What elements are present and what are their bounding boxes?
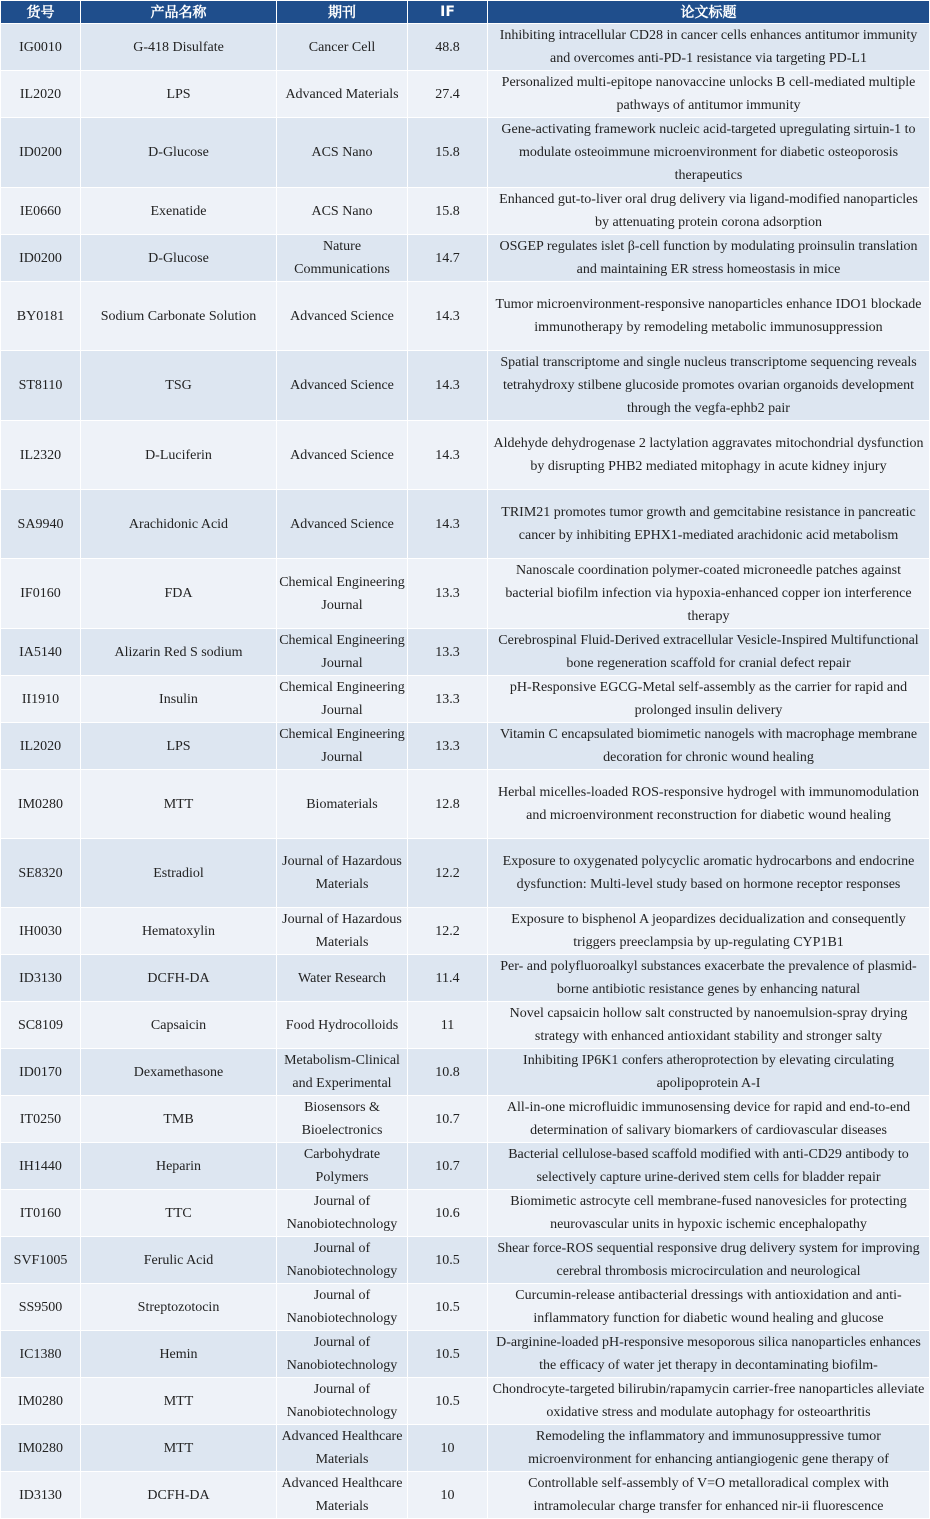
cell-product: Insulin	[81, 676, 277, 723]
cell-product: D-Glucose	[81, 118, 277, 188]
cell-title: Spatial transcriptome and single nucleus transcriptome sequencing reveals tetrahydroxy stilbene glucoside promotes ovarian organoids development through the vegfa-ephb2 pair	[488, 351, 930, 421]
cell-product: LPS	[81, 723, 277, 770]
cell-title: Novel capsaicin hollow salt constructed by nanoemulsion-spray drying strategy with enhanced antioxidant stability and stronger salty	[488, 1002, 930, 1049]
cell-title: Nanoscale coordination polymer-coated microneedle patches against bacterial biofilm infection via hypoxia-enhanced copper ion interference therapy	[488, 559, 930, 629]
cell-if: 10.7	[408, 1143, 488, 1190]
cell-product: LPS	[81, 71, 277, 118]
table-row	[1, 1331, 930, 1378]
table-row	[1, 1143, 930, 1190]
header-product: 产品名称	[81, 1, 277, 24]
cell-product: DCFH-DA	[81, 955, 277, 1002]
cell-title: Curcumin-release antibacterial dressings with antioxidation and anti-inflammatory function for diabetic wound healing and glucose	[488, 1284, 930, 1331]
cell-journal: Journal of Nanobiotechnology	[277, 1378, 408, 1425]
cell-code: SS9500	[1, 1284, 81, 1331]
cell-code: SA9940	[1, 490, 81, 559]
cell-code: IH1440	[1, 1143, 81, 1190]
table-row	[1, 676, 930, 723]
cell-product: TMB	[81, 1096, 277, 1143]
cell-product: Arachidonic Acid	[81, 490, 277, 559]
cell-code: ID0200	[1, 118, 81, 188]
cell-product: Exenatide	[81, 188, 277, 235]
table-row	[1, 351, 930, 421]
table-row	[1, 282, 930, 351]
cell-code: IC1380	[1, 1331, 81, 1378]
cell-product: D-Luciferin	[81, 421, 277, 490]
table-row	[1, 839, 930, 908]
cell-if: 13.3	[408, 676, 488, 723]
cell-code: IM0280	[1, 770, 81, 839]
cell-journal: Advanced Healthcare Materials	[277, 1425, 408, 1472]
cell-product: G-418 Disulfate	[81, 24, 277, 71]
cell-if: 12.8	[408, 770, 488, 839]
header-code: 货号	[1, 1, 81, 24]
cell-product: FDA	[81, 559, 277, 629]
cell-journal: ACS Nano	[277, 188, 408, 235]
cell-if: 11.4	[408, 955, 488, 1002]
cell-product: TSG	[81, 351, 277, 421]
cell-product: Streptozotocin	[81, 1284, 277, 1331]
cell-code: IH0030	[1, 908, 81, 955]
table-row	[1, 723, 930, 770]
cell-journal: Biomaterials	[277, 770, 408, 839]
cell-product: D-Glucose	[81, 235, 277, 282]
table-row	[1, 1378, 930, 1425]
cell-code: IE0660	[1, 188, 81, 235]
cell-title: D-arginine-loaded pH-responsive mesoporous silica nanoparticles enhances the efficacy of water jet therapy in decontaminating biofilm-	[488, 1331, 930, 1378]
table-row	[1, 24, 930, 71]
cell-journal: Advanced Healthcare Materials	[277, 1472, 408, 1519]
cell-title: Inhibiting intracellular CD28 in cancer cells enhances antitumor immunity and overcomes anti-PD-1 resistance via targeting PD-L1	[488, 24, 930, 71]
cell-journal: Advanced Science	[277, 490, 408, 559]
cell-title: Per- and polyfluoroalkyl substances exacerbate the prevalence of plasmid-borne antibiotic resistance genes by enhancing natural	[488, 955, 930, 1002]
cell-title: All-in-one microfluidic immunosensing device for rapid and end-to-end determination of salivary biomarkers of cardiovascular diseases	[488, 1096, 930, 1143]
cell-if: 10.5	[408, 1331, 488, 1378]
cell-journal: Journal of Hazardous Materials	[277, 839, 408, 908]
cell-if: 10.5	[408, 1284, 488, 1331]
cell-code: IL2320	[1, 421, 81, 490]
cell-code: IL2020	[1, 71, 81, 118]
cell-if: 48.8	[408, 24, 488, 71]
cell-code: IF0160	[1, 559, 81, 629]
table-row	[1, 1049, 930, 1096]
cell-code: SE8320	[1, 839, 81, 908]
table-row	[1, 1002, 930, 1049]
table-header	[1, 1, 930, 24]
cell-product: DCFH-DA	[81, 1472, 277, 1519]
cell-if: 10.5	[408, 1237, 488, 1284]
cell-product: Capsaicin	[81, 1002, 277, 1049]
cell-journal: ACS Nano	[277, 118, 408, 188]
table-row	[1, 1472, 930, 1519]
cell-code: SC8109	[1, 1002, 81, 1049]
cell-if: 10.7	[408, 1096, 488, 1143]
cell-product: Ferulic Acid	[81, 1237, 277, 1284]
cell-code: IG0010	[1, 24, 81, 71]
cell-if: 14.3	[408, 421, 488, 490]
cell-product: Dexamethasone	[81, 1049, 277, 1096]
cell-journal: Advanced Science	[277, 351, 408, 421]
cell-title: Remodeling the inflammatory and immunosuppressive tumor microenvironment for enhancing antiangiogenic gene therapy of	[488, 1425, 930, 1472]
table-row	[1, 188, 930, 235]
cell-product: Hematoxylin	[81, 908, 277, 955]
table-body	[1, 24, 930, 1519]
cell-product: Estradiol	[81, 839, 277, 908]
cell-if: 13.3	[408, 629, 488, 676]
cell-code: II1910	[1, 676, 81, 723]
cell-journal: Food Hydrocolloids	[277, 1002, 408, 1049]
cell-title: pH-Responsive EGCG-Metal self-assembly as the carrier for rapid and prolonged insulin delivery	[488, 676, 930, 723]
cell-journal: Cancer Cell	[277, 24, 408, 71]
cell-product: MTT	[81, 1378, 277, 1425]
cell-if: 10.8	[408, 1049, 488, 1096]
cell-title: Enhanced gut-to-liver oral drug delivery via ligand-modified nanoparticles by attenuating protein corona adsorption	[488, 188, 930, 235]
cell-title: Inhibiting IP6K1 confers atheroprotection by elevating circulating apolipoprotein A-I	[488, 1049, 930, 1096]
cell-code: IM0280	[1, 1425, 81, 1472]
cell-title: Personalized multi-epitope nanovaccine unlocks B cell-mediated multiple pathways of antitumor immunity	[488, 71, 930, 118]
table-row	[1, 1284, 930, 1331]
cell-code: ID3130	[1, 955, 81, 1002]
cell-if: 10	[408, 1472, 488, 1519]
cell-journal: Carbohydrate Polymers	[277, 1143, 408, 1190]
table-row	[1, 629, 930, 676]
cell-code: ID3130	[1, 1472, 81, 1519]
cell-if: 14.3	[408, 351, 488, 421]
cell-code: SVF1005	[1, 1237, 81, 1284]
table-row	[1, 770, 930, 839]
cell-product: MTT	[81, 770, 277, 839]
cell-journal: Chemical Engineering Journal	[277, 723, 408, 770]
cell-journal: Metabolism-Clinical and Experimental	[277, 1049, 408, 1096]
table-row	[1, 955, 930, 1002]
cell-product: Alizarin Red S sodium	[81, 629, 277, 676]
cell-journal: Advanced Materials	[277, 71, 408, 118]
cell-journal: Nature Communications	[277, 235, 408, 282]
cell-if: 14.7	[408, 235, 488, 282]
cell-journal: Advanced Science	[277, 421, 408, 490]
cell-if: 10.6	[408, 1190, 488, 1237]
cell-product: MTT	[81, 1425, 277, 1472]
cell-title: Gene-activating framework nucleic acid-targeted upregulating sirtuin-1 to modulate osteoimmune microenvironment for diabetic osteoporosis therapeutics	[488, 118, 930, 188]
header-title: 论文标题	[488, 1, 930, 24]
cell-journal: Journal of Nanobiotechnology	[277, 1237, 408, 1284]
cell-journal: Journal of Nanobiotechnology	[277, 1331, 408, 1378]
cell-code: ST8110	[1, 351, 81, 421]
table-row	[1, 235, 930, 282]
cell-journal: Biosensors & Bioelectronics	[277, 1096, 408, 1143]
table-row	[1, 71, 930, 118]
table-row	[1, 1096, 930, 1143]
table-row	[1, 490, 930, 559]
cell-title: Cerebrospinal Fluid-Derived extracellular Vesicle-Inspired Multifunctional bone regeneration scaffold for cranial defect repair	[488, 629, 930, 676]
cell-journal: Water Research	[277, 955, 408, 1002]
cell-title: Exposure to bisphenol A jeopardizes decidualization and consequently triggers preeclampsia by up-regulating CYP1B1	[488, 908, 930, 955]
cell-if: 14.3	[408, 282, 488, 351]
cell-journal: Journal of Nanobiotechnology	[277, 1190, 408, 1237]
cell-title: Bacterial cellulose-based scaffold modified with anti-CD29 antibody to selectively capture urine-derived stem cells for bladder repair	[488, 1143, 930, 1190]
cell-code: IA5140	[1, 629, 81, 676]
cell-if: 27.4	[408, 71, 488, 118]
cell-code: IM0280	[1, 1378, 81, 1425]
cell-journal: Journal of Hazardous Materials	[277, 908, 408, 955]
cell-code: ID0170	[1, 1049, 81, 1096]
cell-if: 12.2	[408, 908, 488, 955]
cell-if: 10	[408, 1425, 488, 1472]
cell-code: IT0160	[1, 1190, 81, 1237]
cell-if: 13.3	[408, 559, 488, 629]
cell-journal: Chemical Engineering Journal	[277, 629, 408, 676]
cell-if: 11	[408, 1002, 488, 1049]
table-row	[1, 421, 930, 490]
cell-journal: Chemical Engineering Journal	[277, 676, 408, 723]
cell-title: OSGEP regulates islet β-cell function by modulating proinsulin translation and maintaining ER stress homeostasis in mice	[488, 235, 930, 282]
cell-product: Heparin	[81, 1143, 277, 1190]
header-if: IF	[408, 1, 488, 24]
table-row	[1, 1237, 930, 1284]
cell-code: IT0250	[1, 1096, 81, 1143]
cell-if: 15.8	[408, 188, 488, 235]
cell-title: Exposure to oxygenated polycyclic aromatic hydrocarbons and endocrine dysfunction: Multi-level study based on hormone receptor responses	[488, 839, 930, 908]
cell-product: TTC	[81, 1190, 277, 1237]
table-row	[1, 559, 930, 629]
cell-product: Hemin	[81, 1331, 277, 1378]
cell-title: Chondrocyte-targeted bilirubin/rapamycin carrier-free nanoparticles alleviate oxidative stress and modulate autophagy for osteoarthritis	[488, 1378, 930, 1425]
cell-if: 12.2	[408, 839, 488, 908]
table-row	[1, 1190, 930, 1237]
cell-journal: Journal of Nanobiotechnology	[277, 1284, 408, 1331]
cell-journal: Chemical Engineering Journal	[277, 559, 408, 629]
cell-title: Biomimetic astrocyte cell membrane-fused nanovesicles for protecting neurovascular units in hypoxic ischemic encephalopathy	[488, 1190, 930, 1237]
cell-if: 13.3	[408, 723, 488, 770]
cell-code: ID0200	[1, 235, 81, 282]
cell-code: BY0181	[1, 282, 81, 351]
cell-if: 10.5	[408, 1378, 488, 1425]
table-row	[1, 1425, 930, 1472]
cell-title: Herbal micelles-loaded ROS-responsive hydrogel with immunomodulation and microenvironment reconstruction for diabetic wound healing	[488, 770, 930, 839]
cell-title: Tumor microenvironment-responsive nanoparticles enhance IDO1 blockade immunotherapy by remodeling metabolic immunosuppression	[488, 282, 930, 351]
cell-title: TRIM21 promotes tumor growth and gemcitabine resistance in pancreatic cancer by inhibiting EPHX1-mediated arachidonic acid metabolism	[488, 490, 930, 559]
cell-title: Vitamin C encapsulated biomimetic nanogels with macrophage membrane decoration for chronic wound healing	[488, 723, 930, 770]
cell-title: Shear force-ROS sequential responsive drug delivery system for improving cerebral thrombosis microcirculation and neurological	[488, 1237, 930, 1284]
cell-journal: Advanced Science	[277, 282, 408, 351]
cell-if: 14.3	[408, 490, 488, 559]
header-journal: 期刊	[277, 1, 408, 24]
header-row	[1, 1, 930, 24]
cell-code: IL2020	[1, 723, 81, 770]
cell-title: Aldehyde dehydrogenase 2 lactylation aggravates mitochondrial dysfunction by disrupting PHB2 mediated mitophagy in acute kidney injury	[488, 421, 930, 490]
table-row	[1, 908, 930, 955]
cell-if: 15.8	[408, 118, 488, 188]
cell-title: Controllable self-assembly of V=O metalloradical complex with intramolecular charge transfer for enhanced nir-ii fluorescence	[488, 1472, 930, 1519]
cell-product: Sodium Carbonate Solution	[81, 282, 277, 351]
table-row	[1, 118, 930, 188]
